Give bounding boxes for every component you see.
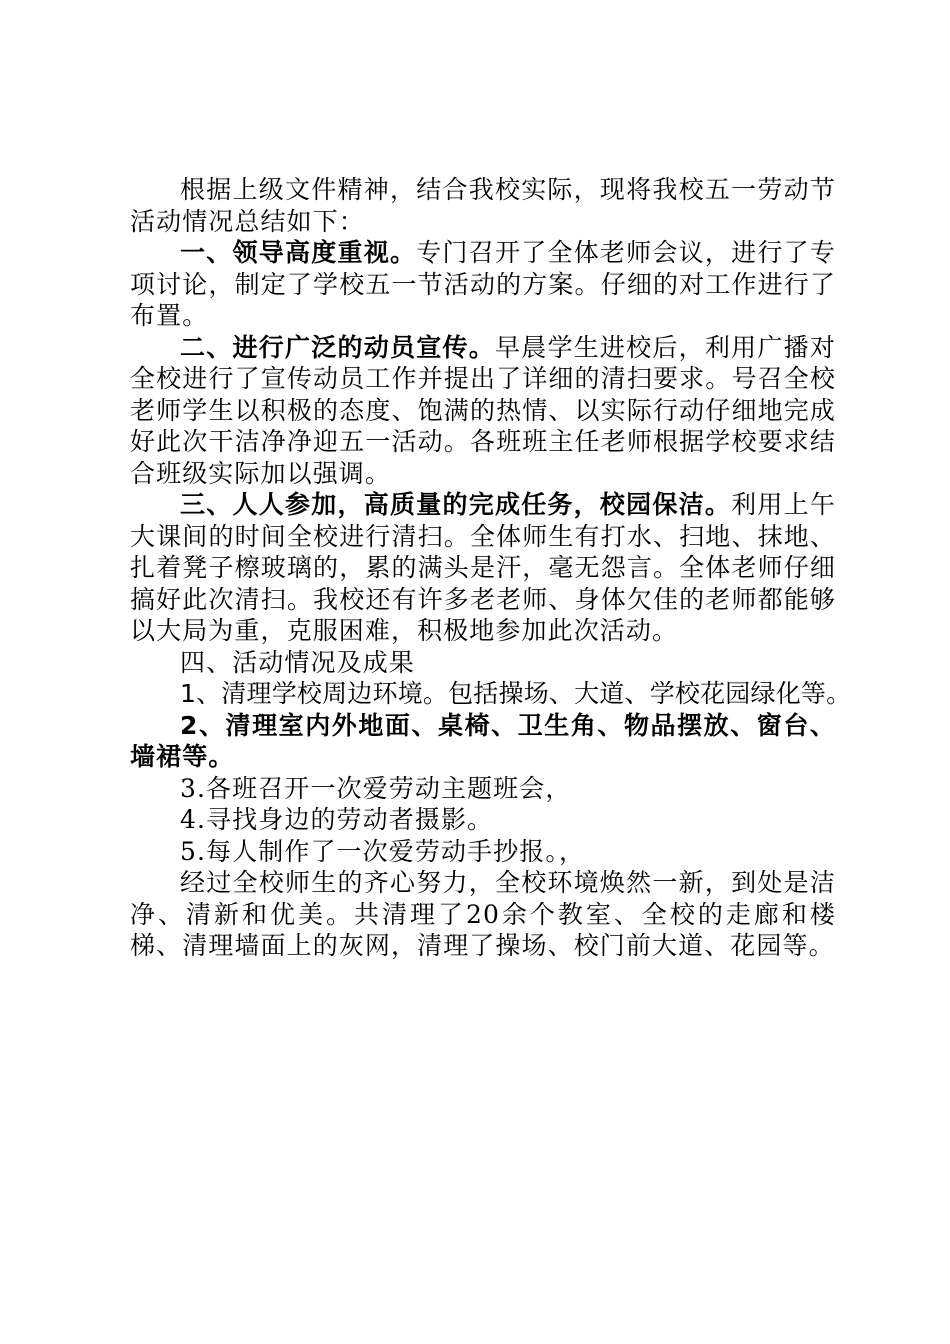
conclusion-paragraph: 经过全校师生的齐心努力，全校环境焕然一新，到处是洁净、清新和优美。共清理了20余个教室、全校的走廊和楼梯、清理墙面上的灰网，清理了操场、校门前大道、花园等。 xyxy=(130,868,836,960)
result-item-2: 2、清理室内外地面、桌椅、卫生角、物品摆放、窗台、墙裙等。 xyxy=(130,710,836,771)
result-item-3: 3.各班召开一次爱劳动主题班会， xyxy=(180,773,572,803)
result-item-5: 5.每人制作了一次爱劳动手抄报。， xyxy=(180,836,586,866)
section-1-paragraph xyxy=(130,237,836,332)
section-2-heading: 二、进行广泛的动员宣传。 xyxy=(180,332,495,362)
section-3-paragraph xyxy=(130,489,836,647)
section-3-body: 利用上午大课间的时间全校进行清扫。全体师生有打水、扫地、抹地、扎着凳子檫玻璃的，累的满头是汗，毫无怨言。全体老师仔细搞好此次清扫。我校还有许多老老师、身体欠佳的老师都能够以大局为重，克服困难，积极地参加此次活动。 xyxy=(130,490,836,645)
section-4-heading: 四、活动情况及成果 xyxy=(180,647,415,677)
result-item-1: 1、清理学校周边环境。包括操场、大道、学校花园绿化等。 xyxy=(180,679,852,708)
section-2-paragraph xyxy=(130,332,836,490)
section-3-heading: 三、人人参加，高质量的完成任务，校园保洁。 xyxy=(180,490,732,519)
section-2-body: 早晨学生进校后，利用广播对全校进行了宣传动员工作并提出了详细的清扫要求。号召全校老师学生以积极的态度、饱满的热情、以实际行动仔细地完成好此次干洁净净迎五一活动。各班班主任老师根据学校要求结合班级实际加以强调。 xyxy=(130,332,836,488)
intro-paragraph: 根据上级文件精神，结合我校实际，现将我校五一劳动节活动情况总结如下： xyxy=(130,175,836,236)
section-1-heading: 一、领导高度重视。 xyxy=(180,238,417,267)
document-body xyxy=(130,174,852,962)
result-item-4: 4.寻找身边的劳动者摄影。 xyxy=(180,805,494,834)
section-1-body: 专门召开了全体老师会议，进行了专项讨论，制定了学校五一节活动的方案。仔细的对工作进行了布置。 xyxy=(130,238,836,330)
